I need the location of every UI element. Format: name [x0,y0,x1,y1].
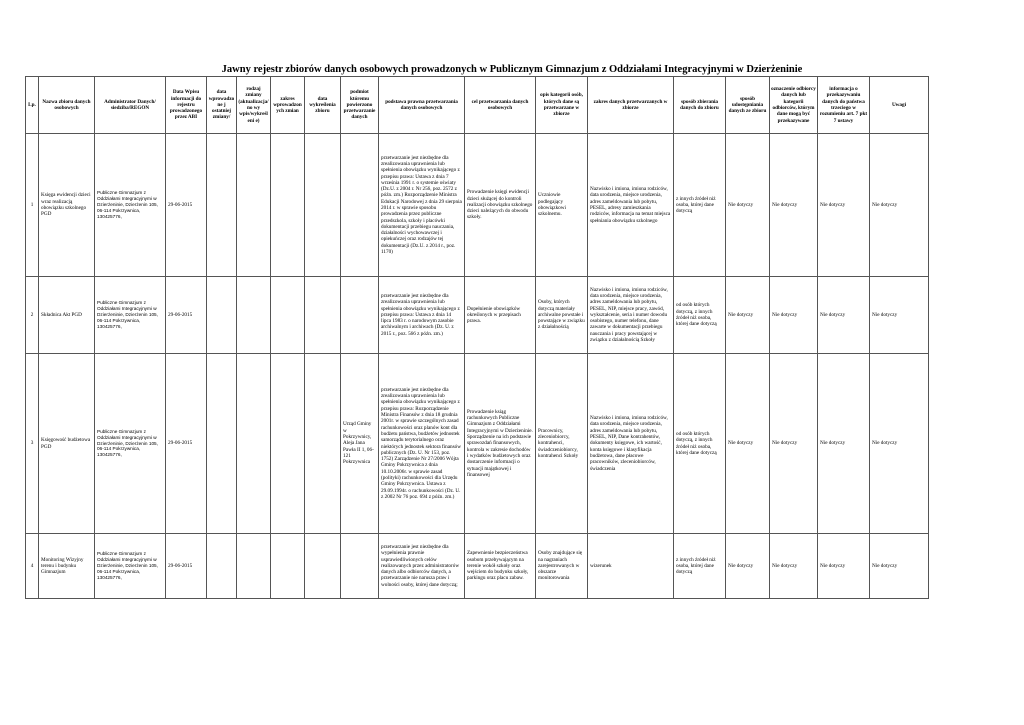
cell-cel: Zapewnienie bezpieczeństwa osobom przebywającym na terenie wokół szkoły oraz wejściem do budynku szkoły, parkingu oraz placu zabaw. [465,534,536,599]
cell-zakres: wizerunek [588,534,674,599]
header-sposob-zbierania: sposób zbierania danych do zbioru [674,77,726,134]
cell-rodzaj-zmiany [237,354,271,534]
cell-uwagi: Nie dotyczy [870,354,929,534]
header-nazwa: Nazwa zbioru danych osobowych [39,77,95,134]
cell-data-wpisu: 29-06-2015 [166,534,207,599]
header-podstawa: podstawa prawna przetwarzania danych osobowych [379,77,465,134]
header-kategorie: opis kategorii osób, których dane są przetwarzane w zbiorze [536,77,588,134]
table-row [26,354,929,534]
cell-nazwa: Składnica Akt PGD [39,277,95,354]
cell-rodzaj-zmiany [237,134,271,277]
cell-podmiot [341,534,379,599]
cell-sposob-zbierania: z innych źródeł niż osoba, której dane dotyczą [674,534,726,599]
cell-podstawa: przetwarzanie jest niezbędne dla zrealizowania uprawnienia lub spełnienia obowiązku wynikającego z przepisu prawa: Ustawa z dnia 14 lipca 1983 r. o narodowym zasobie archiwalnym i archiwach (Dz. U. z 2015 r., poz. 566 z późn. zm.) [379,277,465,354]
table-row [26,134,929,277]
cell-administrator: Publiczne Gimnazjum z Oddziałami Integracyjnymi w Dzierżeninie, Dzierżenin 105, 06-114 Pokrzywnica, 130425776, [95,277,166,354]
cell-cel: Prowadzenie ksiąg rachunkowych Publiczne Gimnazjum z Oddziałami Integracyjnymi w Dzierżeninie. Sporządzenie na ich podstawie sprawozdań finansowych, kontrola w zakresie dochodów i wydatków budżetowych oraz dostarczenie informacji o sytuacji majątkowej i finansowej [465,354,536,534]
cell-kategorie: Uczniowie podlegający obowiązkowi szkolnemu. [536,134,588,277]
cell-cel: Dopełnienie obowiązków określonych w przepisach prawa. [465,277,536,354]
header-row [26,77,929,134]
cell-nazwa: Księga ewidencji dzieci wraz realizacją obowiązku szkolnego PGD [39,134,95,277]
cell-panstwo-trzecie: Nie dotyczy [818,354,870,534]
page-title: Jawny rejestr zbiorów danych osobowych prowadzonych w Publicznym Gimnazjum z Oddziałami Integracyjnymi w Dzierżeninie [221,64,803,75]
cell-podstawa: przetwarzanie jest niezbędne dla zrealizowania uprawnienia lub spełnienia obowiązku wynikającego z przepisu prawa: Ustawa z dnia 7 września 1991 r. o systemie oświaty (Dz.U. z 2004 r. Nr 256, poz. 2572 z późn. zm.) Rozporządzenie Ministra Edukacji Narodowej z dnia 29 sierpnia 2014 r. w sprawie sposobu prowadzenia przez publiczne przedszkola, szkoły i placówki dokumentacji przebiegu nauczania, działalności wychowawczej i opiekuńczej oraz rodzajów tej dokumentacji (Dz.U. z 2014 r., poz. 1170) [379,134,465,277]
cell-panstwo-trzecie: Nie dotyczy [818,277,870,354]
cell-data-wpisu: 29-06-2015 [166,354,207,534]
cell-data-zmiany [207,534,237,599]
cell-data-zmiany [207,134,237,277]
cell-uwagi: Nie dotyczy [870,534,929,599]
cell-zakres: Nazwisko i imiona, imiona rodziców, data urodzenia, miejsce urodzenia, adres zameldowania lub pobytu, PESEL, adresy zamieszkania rodziców, informacja na temat miejsca spełniania obowiązku szkolnego [588,134,674,277]
header-rodzaj-zmiany: rodzaj zmiany (aktualizacja/no wy wpis/wykreśleni e) [237,77,271,134]
cell-udostepnianie: Nie dotyczy [726,354,770,534]
cell-odbiorcy: Nie dotyczy [770,354,818,534]
header-cel: cel przetwarzania danych osobowych [465,77,536,134]
cell-odbiorcy: Nie dotyczy [770,534,818,599]
header-podmiot: podmiot któremu powierzono przetwarzanie danych [341,77,379,134]
header-administrator: Administrator Danych/ siedziba/REGON [95,77,166,134]
cell-data-wpisu: 29-06-2015 [166,134,207,277]
cell-data-zmiany [207,277,237,354]
cell-zakres-zmian [271,134,305,277]
cell-zakres-zmian [271,534,305,599]
cell-zakres: Nazwisko i imiona, imiona rodziców, data urodzenia, miejsce urodzenia, adres zameldowania lub pobytu, PESEL, NIP, Dane kontrahentów, dokumenty księgowe, ich wartość, konta księgowe i klasyfikacja budżetowa, dane płacowe pracowników, zleceniobiorców, świadczenia [588,354,674,534]
cell-podmiot [341,277,379,354]
cell-lp: 1 [26,134,39,277]
cell-data-wykreslenia [305,134,341,277]
cell-podmiot: Urząd Gminy w Pokrzywnicy, Aleja Jana Pawła II 1, 06-121 Pokrzywnica [341,354,379,534]
cell-podstawa: przetwarzanie jest niezbędne dla zrealizowania uprawnienia lub spełnienia obowiązku wynikającego z przepisu prawa: Rozporządzenie Ministra Finansów z dnia 18 grudnia 2001r. w sprawie szczególnych zasad rachunkowości oraz planów kont dla budżetu państwa, budżetów jednostek samorządu terytorialnego oraz niektórych jednostek sektora finansów publicznych (Dz. U. Nr 153, poz. 1752) Zarządzenie Nr 27/2006 Wójta Gminy Pokrzywnica z dnia 10.10.2006r. w sprawie zasad (polityki) rachunkowości dla Urzędu Gminy Pokrzywnica. Ustawa z 29.09.1994r. o rachunkowości (Dz. U. z 2002 Nr 76 poz. 694 z późn. zm.) [379,354,465,534]
cell-zakres-zmian [271,354,305,534]
cell-data-wykreslenia [305,277,341,354]
header-odbiorcy: oznaczenie odbiorcy danych lub kategorii odbiorców, którym dane mogą być przekazywane [770,77,818,134]
cell-kategorie: Osoby znajdujące się na nagraniach zarejestrowanych w obszarze monitorowania [536,534,588,599]
cell-podmiot [341,134,379,277]
cell-sposob-zbierania: z innych źródeł niż osoba, której dane dotyczą [674,134,726,277]
cell-podstawa: przetwarzanie jest niezbędne dla wypełnienia prawnie usprawiedliwionych celów realizowanych przez administratorów danych albo odbiorców danych, a przetwarzanie nie narusza praw i wolności osoby, której dane dotyczą; [379,534,465,599]
header-data-wykreslenia: data wykreślenia zbioru [305,77,341,134]
cell-uwagi: Nie dotyczy [870,134,929,277]
cell-rodzaj-zmiany [237,277,271,354]
table-row [26,534,929,599]
cell-udostepnianie: Nie dotyczy [726,277,770,354]
header-udostepnianie: sposób udostępniania danych ze zbioru [726,77,770,134]
header-data-wpisu: Data Wpisu informacji do rejestru prowadzonego przez ABI [166,77,207,134]
cell-data-wykreslenia [305,534,341,599]
cell-kategorie: Pracownicy, zleceniobiorcy, kontrahenci, świadczeniobiorcy, kontrahenci Szkoły [536,354,588,534]
cell-sposob-zbierania: od osób których dotyczą, z innych źródeł niż osoba, której dane dotyczą [674,354,726,534]
cell-administrator: Publiczne Gimnazjum z Oddziałami Integracyjnymi w Dzierżeninie, Dzierżenin 105, 06-114 Pokrzywnica, 130425776, [95,134,166,277]
cell-nazwa: Księgowość budżetowa PGD [39,354,95,534]
register-table [25,76,929,599]
table-row [26,277,929,354]
cell-administrator: Publiczne Gimnazjum z Oddziałami Integracyjnymi w Dzierżeninie, Dzierżenin 105, 06-114 Pokrzywnica, 130425776, [95,354,166,534]
cell-lp: 2 [26,277,39,354]
header-zakres-zmian: zakres wprowadzon ych zmian [271,77,305,134]
cell-uwagi: Nie dotyczy [870,277,929,354]
header-lp: Lp. [26,77,39,134]
header-panstwo-trzecie: informacja o przekazywaniu danych do państwa trzeciego w rozumieniu art. 7 pkt 7 ustawy [818,77,870,134]
cell-panstwo-trzecie: Nie dotyczy [818,134,870,277]
cell-data-wpisu: 29-06-2015 [166,277,207,354]
header-uwagi: Uwagi [870,77,929,134]
cell-data-zmiany [207,354,237,534]
cell-sposob-zbierania: od osób których dotyczą, z innych źródeł niż osoba, której dane dotyczą [674,277,726,354]
cell-zakres-zmian [271,277,305,354]
cell-kategorie: Osoby, których dotyczą materiały archiwalne powstałe i powstające w związku z działalnością [536,277,588,354]
cell-nazwa: Monitoring Wizyjny terenu i budynku Gimnazjum [39,534,95,599]
cell-administrator: Publiczne Gimnazjum z Oddziałami Integracyjnymi w Dzierżeninie, Dzierżenin 105, 06-114 Pokrzywnica, 130425776, [95,534,166,599]
cell-cel: Prowadzenie księgi ewidencji dzieci służącej do kontroli realizacji obowiązku szkolnego dzieci należących do obwodu szkoły. [465,134,536,277]
cell-data-wykreslenia [305,354,341,534]
cell-lp: 3 [26,354,39,534]
header-zakres: zakres danych przetwarzanych w zbiorze [588,77,674,134]
cell-odbiorcy: Nie dotyczy [770,134,818,277]
cell-lp: 4 [26,534,39,599]
cell-rodzaj-zmiany [237,534,271,599]
cell-udostepnianie: Nie dotyczy [726,534,770,599]
cell-panstwo-trzecie: Nie dotyczy [818,534,870,599]
cell-udostepnianie: Nie dotyczy [726,134,770,277]
cell-odbiorcy: Nie dotyczy [770,277,818,354]
cell-zakres: Nazwisko i imiona, imiona rodziców, data urodzenia, miejsce urodzenia, adres zameldowania lub pobytu, PESEL, NIP, miejsce pracy, zawód, wykształcenie, seria i numer dowodu osobistego, numer telefonu, dane zawarte w dokumentacji przebiegu nauczania i pracy powstającej w związku z działalnością Szkoły [588,277,674,354]
header-data-zmiany: data wprowadzone j ostatniej zmiany/ [207,77,237,134]
